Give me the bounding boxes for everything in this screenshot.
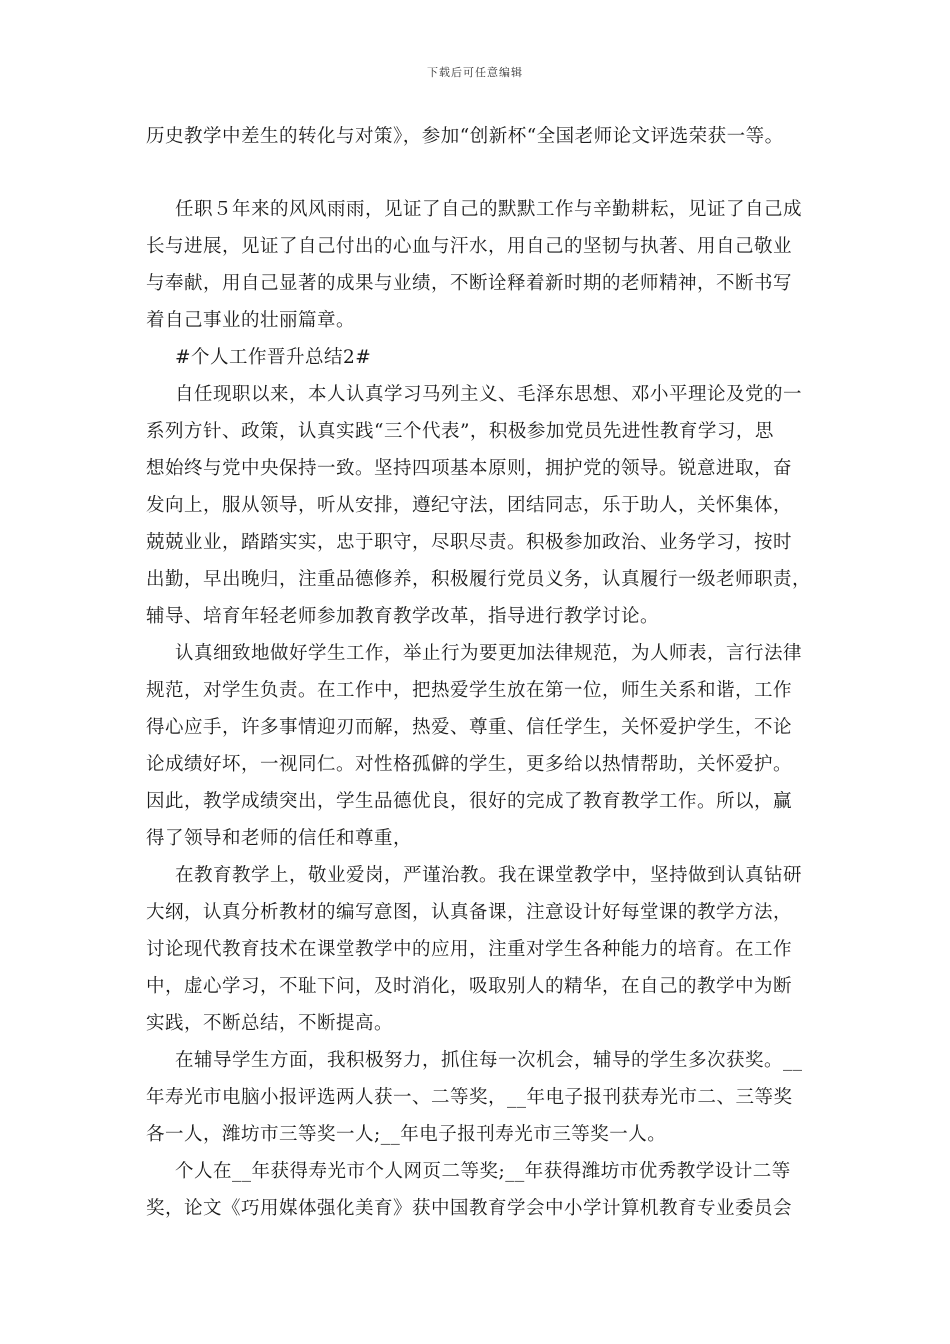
text-line: 规范，对学生负责。在工作中，把热爱学生放在第一位，师生关系和谐，工作 (146, 680, 793, 701)
text-line: 得心应手，许多事情迎刃而解，热爱、尊重、信任学生，关怀爱护学生，不论 (146, 717, 793, 738)
text-line: 奖，论文《巧用媒体强化美育》获中国教育学会中小学计算机教育专业委员会 (146, 1198, 793, 1219)
text-line: 系列方针、政策，认真实践“三个代表”，积极参加党员先进性教育学习，思 (146, 421, 774, 442)
text-line: 着自己事业的壮丽篇章。 (146, 310, 356, 331)
text-line: 发向上，服从领导，听从安排，遵纪守法，团结同志，乐于助人，关怀集体， (146, 495, 793, 516)
text-line: 出勤，早出晚归，注重品德修养，积极履行党员义务，认真履行一级老师职责， (146, 569, 812, 590)
text-line: 因此，教学成绩突出，学生品德优良，很好的完成了教育教学工作。所以，赢 (146, 791, 793, 812)
text-line: 年寿光市电脑小报评选两人获一、二等奖，__年电子报刊获寿光市二、三等奖 (146, 1087, 793, 1108)
text-line: #个人工作晋升总结2# (175, 347, 372, 368)
text-line: 在辅导学生方面，我积极努力，抓住每一次机会，辅导的学生多次获奖。__ (175, 1050, 803, 1071)
text-line: 各一人，潍坊市三等奖一人;__年电子报刊寿光市三等奖一人。 (146, 1124, 667, 1145)
text-line: 自任现职以来，本人认真学习马列主义、毛泽东思想、邓小平理论及党的一 (175, 384, 803, 405)
text-line: 中，虚心学习，不耻下问，及时消化，吸取别人的精华，在自己的教学中为断 (146, 976, 793, 997)
document-body (146, 118, 816, 1227)
text-line: 讨论现代教育技术在课堂教学中的应用，注重对学生各种能力的培育。在工作 (146, 939, 793, 960)
text-line: 历史教学中差生的转化与对策》，参加“创新杯“全国老师论文评选荣获一等。 (146, 126, 784, 147)
text-line: 大纲，认真分析教材的编写意图，认真备课，注意设计好每堂课的教学方法， (146, 902, 793, 923)
text-line: 辅导、培育年轻老师参加教育教学改革，指导进行教学讨论。 (146, 606, 660, 627)
paragraph-gap (146, 155, 816, 191)
text-line: 个人在__年获得寿光市个人网页二等奖;__年获得潍坊市优秀教学设计二等 (175, 1161, 791, 1182)
text-line: 在教育教学上，敬业爱岗，严谨治教。我在课堂教学中，坚持做到认真钻研 (175, 865, 803, 886)
text-line: 长与进展，见证了自己付出的心血与汗水，用自己的坚韧与执著、用自己敬业 (146, 236, 793, 257)
text-line: 兢兢业业，踏踏实实，忠于职守，尽职尽责。积极参加政治、业务学习，按时 (146, 532, 793, 553)
text-line: 认真细致地做好学生工作，举止行为要更加法律规范，为人师表，言行法律 (175, 643, 803, 664)
text-line: 想始终与党中央保持一致。坚持四项基本原则，拥护党的领导。锐意进取，奋 (146, 458, 793, 479)
page-header: 下载后可任意编辑 (427, 66, 523, 79)
text-line: 实践，不断总结，不断提高。 (146, 1013, 394, 1034)
text-line: 与奉献，用自己显著的成果与业绩，不断诠释着新时期的老师精神，不断书写 (146, 273, 793, 294)
text-line: 论成绩好坏，一视同仁。对性格孤僻的学生，更多给以热情帮助，关怀爱护。 (146, 754, 793, 775)
text-line: 任职５年来的风风雨雨，见证了自己的默默工作与辛勤耕耘，见证了自己成 (175, 199, 803, 220)
text-line: 得了领导和老师的信任和尊重， (146, 828, 413, 849)
